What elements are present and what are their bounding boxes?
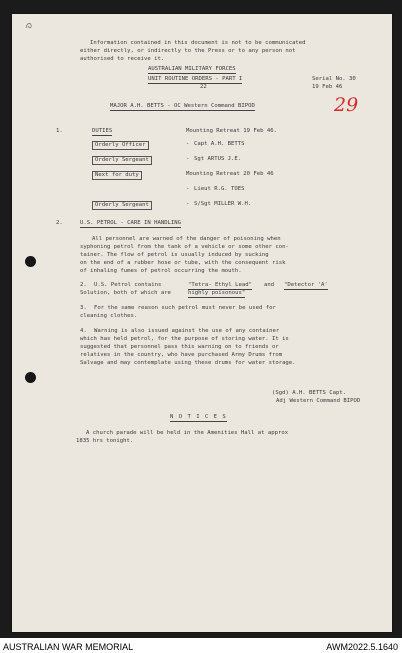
paragraph-line: on the end of a rubber hose or tube, with the consequent risk: [80, 260, 286, 266]
paragraph-number: 4.: [80, 328, 87, 334]
section-1-number: 1.: [56, 128, 63, 134]
serial-number: Serial No. 30: [312, 76, 356, 82]
paragraph-line: For the same reason such petrol must never be used for: [94, 305, 276, 311]
caution-line: Information contained in this document is not to be communicated: [90, 40, 306, 46]
duty-mounting: Mounting Retreat 20 Feb 46: [186, 171, 274, 177]
section-1-heading: DUTIES: [92, 128, 113, 134]
duty-value: Capt A.H. BETTS: [194, 141, 245, 147]
handwritten-mark-icon: [22, 18, 36, 32]
handwritten-number: 29: [334, 94, 358, 116]
duty-separator: -: [186, 156, 190, 162]
duty-label: Next for duty: [92, 171, 142, 180]
paragraph-line: syphoning petrol from the tank of a vehicle or some other con-: [80, 244, 289, 250]
paragraph-line: All personnel are warned of the danger of poisoning when: [92, 236, 281, 242]
issued-by-line: MAJOR A.H. BETTS - OC Western Command BIPOD: [110, 103, 255, 109]
highlighted-term: "Detector 'A': [284, 282, 328, 288]
paragraph-text: U.S. Petrol contains: [94, 282, 162, 288]
punch-hole: [25, 372, 36, 383]
paragraph-line: Salvage and may contemplate using these drums for water storage.: [80, 360, 296, 366]
duty-value: Sgt ARTUS J.E.: [194, 156, 242, 162]
highlighted-term: highly poisonous": [188, 290, 246, 296]
punch-hole: [25, 256, 36, 267]
signature-line: (Sgd) A.H. BETTS Capt.: [272, 390, 347, 396]
signature-title: Adj Western Command BIPOD: [276, 398, 361, 404]
caution-line: authorised to receive it.: [80, 56, 165, 62]
notice-line: A church parade will be held in the Amenities Hall at approx: [86, 430, 289, 436]
duty-value: Lieut R.G. TOES: [194, 186, 245, 192]
footer-accession: AWM2022.5.1640: [326, 642, 398, 652]
duty-separator: -: [186, 141, 190, 147]
paragraph-text: Solution, both of which are: [80, 290, 171, 296]
orders-number: 22: [200, 84, 207, 90]
duty-mounting: Mounting Retreat 19 Feb 46.: [186, 128, 277, 134]
caution-line: either directly, or indirectly to the Press or to any person not: [80, 48, 296, 54]
force-title: AUSTRALIAN MILITARY FORCES: [148, 66, 236, 72]
duty-label: Orderly Officer: [92, 141, 149, 150]
orders-title: UNIT ROUTINE ORDERS - PART I: [148, 76, 243, 82]
notice-line: 1835 hrs tonight.: [76, 438, 134, 444]
section-2-number: 2.: [56, 220, 63, 226]
paragraph-line: which has held petrol, for the purpose of storing water. It is: [80, 336, 289, 342]
paragraph-number: 3.: [80, 305, 87, 311]
paragraph-line: Warning is also issued against the use of any container: [94, 328, 280, 334]
paragraph-number: 2.: [80, 282, 87, 288]
paragraph-line: of inhaling fumes of petrol occurring the mouth.: [80, 268, 242, 274]
duty-separator: -: [186, 201, 190, 207]
handwritten-number-annotation: [332, 92, 358, 116]
duty-label: Orderly Sergeant: [92, 201, 152, 210]
paragraph-line: relatives in the country, who have purchased Army Drums from: [80, 352, 283, 358]
duty-label: Orderly Sergeant: [92, 156, 152, 165]
section-2-heading: U.S. PETROL - CARE IN HANDLING: [80, 220, 182, 226]
duty-separator: -: [186, 186, 190, 192]
footer-source: AUSTRALIAN WAR MEMORIAL: [3, 642, 134, 652]
document-date: 19 Feb 46: [312, 84, 343, 90]
paragraph-line: suggested that personnel pass this warning on to friends or: [80, 344, 279, 350]
highlighted-term: "Tetra- Ethyl Lead": [188, 282, 252, 288]
paragraph-line: cleaning clothes.: [80, 313, 138, 319]
duty-value: S/Sgt MILLER W.H.: [194, 201, 252, 207]
paragraph-text: and: [264, 282, 275, 288]
paragraph-line: tainer. The flow of petrol is usually induced by sucking: [80, 252, 269, 258]
notices-title: N O T I C E S: [170, 414, 227, 420]
